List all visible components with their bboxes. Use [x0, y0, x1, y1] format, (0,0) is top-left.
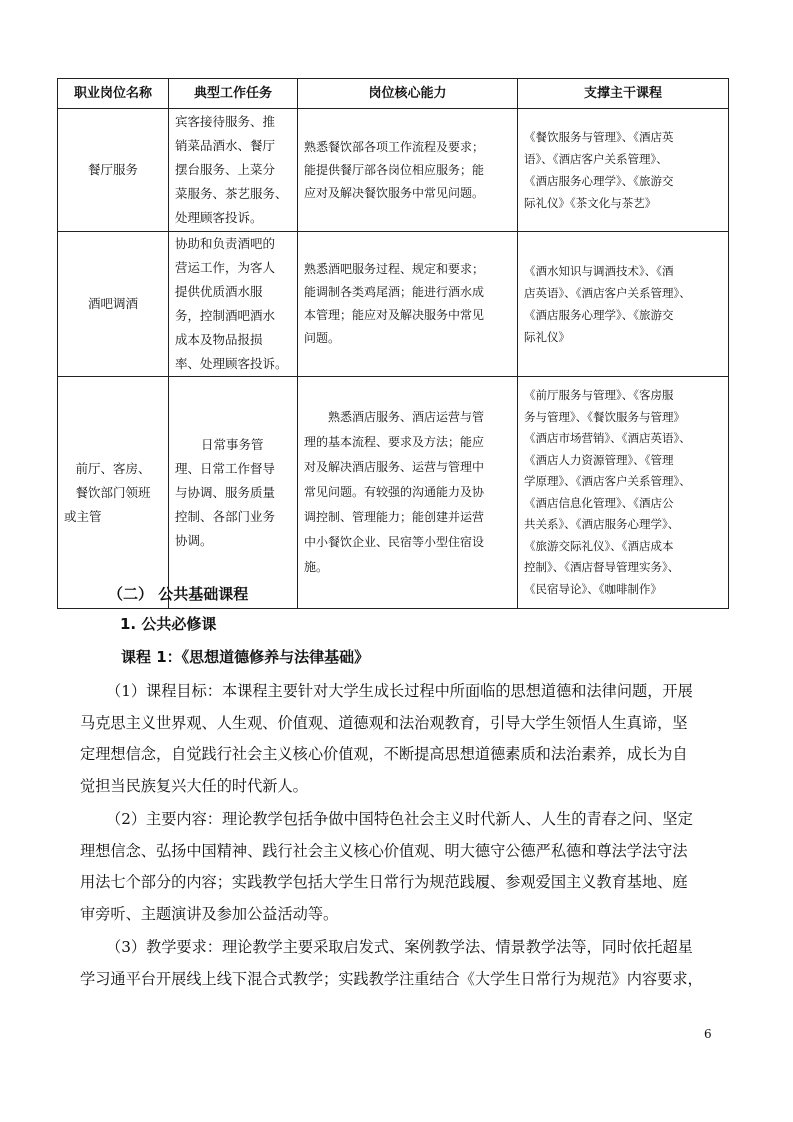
courses-cell: [518, 377, 729, 609]
cell-line: 际礼仪》: [524, 330, 570, 344]
cell-line: 本管理；能应对及解决服务中常见: [304, 308, 485, 322]
cell-line: 务与管理》、《餐饮服务与管理》: [524, 409, 685, 424]
cell-line: 日常事务管: [201, 436, 264, 452]
cell-line: 酒吧调酒: [87, 296, 138, 311]
cell-line: 前厅、客房、: [75, 460, 151, 476]
cell-line: 《旅游交际礼仪》、《酒店成本: [524, 538, 674, 553]
cell-line: 《酒水知识与调酒技术》、《酒: [524, 264, 674, 278]
cell-line: 问题。: [304, 331, 341, 345]
subsection-title: 1. 公共必修课: [120, 615, 217, 633]
cell-line: 熟悉酒店服务、酒店运营与管: [328, 410, 485, 424]
cell-line: 熟悉餐饮部各项工作流程及要求；: [304, 139, 485, 154]
position-cell: [58, 377, 169, 609]
cell-line: 《餐饮服务与管理》、《酒店英: [524, 130, 674, 144]
tasks-cell: [169, 109, 298, 232]
position-cell: [58, 232, 169, 377]
abilities-cell: [298, 109, 518, 232]
job-positions-table: [57, 78, 729, 609]
cell-line: 能调制各类鸡尾酒；能进行酒水成: [304, 285, 485, 299]
cell-line: 对及解决酒店服务、运营与管理中: [304, 460, 485, 474]
table-row: [58, 109, 729, 232]
cell-line: 《酒店服务心理学》、《旅游交: [524, 308, 674, 322]
position-cell: [58, 109, 169, 232]
cell-line: 《酒店信息化管理》、《酒店公: [524, 495, 674, 510]
cell-line: 控制》、《酒店督导管理实务》、: [524, 560, 680, 574]
cell-line: 理的基本流程、要求及方法；能应: [304, 435, 485, 449]
cell-line: 店英语》、《酒店客户关系管理》、: [524, 286, 691, 300]
paragraph-line: 审旁听、主题演讲及参加公益活动等。: [80, 904, 339, 923]
cell-line: 学原理》、《酒店客户关系管理》、: [524, 474, 691, 488]
paragraph-line: 马克思主义世界观、人生观、价值观、道德观和法治观教育，引导大学生领悟人生真谛，坚: [80, 713, 688, 732]
cell-line: 《酒店服务心理学》、《旅游交: [524, 174, 674, 188]
cell-line: 率、处理顾客投诉。: [175, 356, 288, 371]
cell-line: 菜服务、茶艺服务、: [175, 186, 288, 201]
cell-line: 摆台服务、上菜分: [175, 162, 276, 177]
cell-line: 《酒店人力资源管理》、《管理: [524, 452, 674, 467]
paragraph-line: 理想信念、弘扬中国精神、践行社会主义核心价值观、明大德守公德严私德和尊法学法守法: [80, 841, 688, 860]
header-courses: 支撑主干课程: [518, 79, 729, 109]
cell-line: 餐厅服务: [87, 162, 138, 177]
course-title: 课程 1：《思想道德修养与法律基础》: [121, 648, 370, 666]
paragraph-line: 学习通平台开展线上线下混合式教学；实践教学注重结合《大学生日常行为规范》内容要求，: [80, 969, 703, 988]
cell-line: 施。: [304, 560, 329, 574]
cell-line: 协调。: [175, 532, 213, 548]
cell-line: 调控制、管理能力；能创建并运营: [304, 510, 485, 524]
cell-line: 《前厅服务与管理》、《客房服: [524, 388, 674, 402]
cell-line: 餐饮部门领班: [75, 484, 151, 500]
cell-line: 际礼仪》《茶文化与茶艺》: [524, 196, 657, 210]
cell-line: 《民宿导论》、《咖啡制作》: [524, 581, 662, 596]
paragraph-line: （1）课程目标：本课程主要针对大学生成长过程中所面临的思想道德和法律问题，开展: [106, 682, 693, 700]
cell-line: 常见问题。有较强的沟通能力及协: [304, 485, 485, 499]
courses-cell: [518, 109, 729, 232]
paragraph-course-goal: [80, 676, 730, 802]
header-tasks: 典型工作任务: [169, 79, 298, 109]
paragraph-line: 用法七个部分的内容；实践教学包括大学生日常行为规范践履、参观爱国主义教育基地、庭: [80, 873, 688, 891]
cell-line: 理、日常工作督导: [175, 460, 276, 476]
cell-line: 营运工作，为客人: [175, 260, 276, 275]
cell-line: 成本及物品报损: [175, 332, 263, 347]
abilities-cell: [298, 232, 518, 377]
paragraph-main-content: [80, 804, 730, 930]
courses-cell: [518, 232, 729, 377]
header-abilities: 岗位核心能力: [298, 79, 518, 109]
paragraph-line: （3）教学要求：理论教学主要采取启发式、案例教学法、情景教学法等，同时依托超星: [106, 938, 693, 956]
cell-line: 协助和负责酒吧的: [175, 236, 276, 251]
paragraph-teaching-requirements: [80, 932, 730, 995]
cell-line: 能提供餐厅部各岗位相应服务；能: [304, 162, 485, 177]
cell-line: 控制、各部门业务: [175, 508, 276, 524]
cell-line: 熟悉酒吧服务过程、规定和要求；: [304, 262, 485, 276]
cell-line: 或主管: [64, 508, 102, 524]
cell-line: 语》、《酒店客户关系管理》、: [524, 152, 668, 166]
cell-line: 宾客接待服务、推: [175, 114, 276, 129]
table-row: [58, 232, 729, 377]
page-number: 6: [704, 1027, 712, 1041]
cell-line: 务，控制酒吧酒水: [175, 308, 276, 323]
table-header-row: [58, 79, 729, 109]
cell-line: 共关系》、《酒店服务心理学》、: [524, 517, 680, 531]
cell-line: 应对及解决餐饮服务中常见问题。: [304, 185, 485, 200]
cell-line: 《酒店市场营销》、《酒店英语》、: [524, 431, 691, 445]
tasks-cell: [169, 377, 298, 609]
section-title: （二） 公共基础课程: [108, 585, 249, 603]
cell-line: 处理顾客投诉。: [175, 210, 263, 225]
header-position: 职业岗位名称: [58, 79, 169, 109]
cell-line: 提供优质酒水服: [175, 284, 263, 299]
paragraph-line: 觉担当民族复兴大任的时代新人。: [80, 776, 308, 795]
cell-line: 中小餐饮企业、民宿等小型住宿设: [304, 535, 485, 549]
paragraph-line: 定理想信念，自觉践行社会主义核心价值观，不断提高思想道德素质和法治素养，成长为自: [80, 745, 688, 763]
cell-line: 与协调、服务质量: [175, 484, 276, 500]
paragraph-line: （2）主要内容：理论教学包括争做中国特色社会主义时代新人、人生的青春之问、坚定: [106, 810, 693, 828]
abilities-cell: [298, 377, 518, 609]
tasks-cell: [169, 232, 298, 377]
cell-line: 销菜品酒水、餐厅: [175, 138, 276, 153]
table-row: [58, 377, 729, 609]
